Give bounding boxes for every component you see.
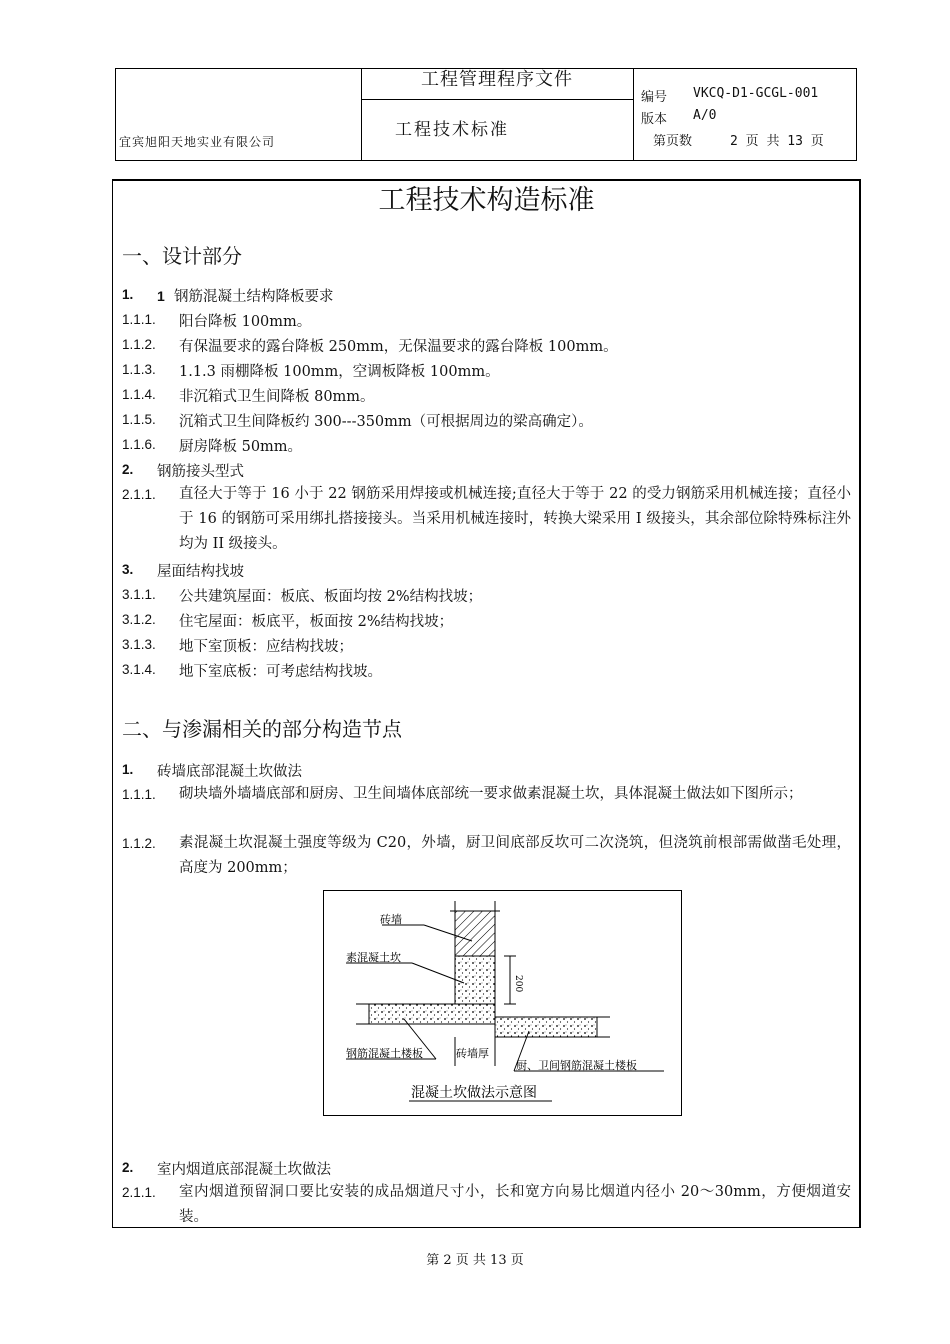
item-text: 非沉箱式卫生间降板 80mm。 xyxy=(179,389,375,405)
item-num: 1.1.4. xyxy=(122,387,156,402)
item-text: 屋面结构找坡 xyxy=(157,564,244,580)
item-num: 1.1.6. xyxy=(122,437,156,452)
item-num: 1.1.3. xyxy=(122,362,156,377)
item-num: 1.1.1. xyxy=(122,787,156,802)
item-text: 地下室底板：可考虑结构找坡。 xyxy=(179,664,382,680)
page-label: 第页数 xyxy=(653,134,693,149)
brick-wall-shape xyxy=(455,911,495,956)
document-header xyxy=(115,68,857,161)
item-text: 1 钢筋混凝土结构降板要求 xyxy=(157,288,334,305)
company-name: 宜宾旭阳天地实业有限公司 xyxy=(119,135,276,149)
item-text: 阳台降板 100mm。 xyxy=(179,314,312,330)
rc-slab-shape xyxy=(369,1004,495,1024)
doc-no-label: 编号 xyxy=(641,90,668,105)
item-text: 直径大于等于 16 小于 22 钢筋采用焊接或机械连接;直径大于等于 22 的受力钢筋采用机械连接；直径小于 16 的钢筋可采用绑扎搭接接头。当采用机械连接时，转换大梁采用 I 级接头，其余部位除特殊标注外均为 II 级接头。 xyxy=(179,486,851,552)
doc-no: VKCQ-D1-GCGL-001 xyxy=(693,86,819,101)
item-num: 1. xyxy=(122,762,134,777)
kitchen-slab-shape xyxy=(495,1017,597,1037)
item-text: 公共建筑屋面：板底、板面均按 2%结构找坡； xyxy=(179,589,483,605)
curb-diagram xyxy=(324,891,681,1115)
item-num: 2. xyxy=(122,462,134,477)
item-text: 厨房降板 50mm。 xyxy=(179,439,303,455)
item-num: 3. xyxy=(122,562,134,577)
item-num: 3.1.1. xyxy=(122,587,156,602)
section1-heading: 一、设计部分 xyxy=(122,244,242,268)
label-plain-concrete: 素混凝土坎 xyxy=(346,951,401,964)
page-footer: 第 2 页 共 13 页 xyxy=(426,1253,524,1268)
item-text: 有保温要求的露台降板 250mm，无保温要求的露台降板 100mm。 xyxy=(179,339,618,355)
item-num: 2.1.1. xyxy=(122,487,156,502)
item-num: 1.1.1. xyxy=(122,312,156,327)
item-num: 2. xyxy=(122,1160,134,1175)
item-text: 钢筋接头型式 xyxy=(157,464,244,480)
item-num: 1.1.2. xyxy=(122,836,156,851)
version-label: 版本 xyxy=(641,112,668,127)
item-num: 1. xyxy=(122,287,134,302)
item-text: 沉箱式卫生间降板约 300---350mm（可根据周边的梁高确定）。 xyxy=(179,414,593,430)
item-text: 1.1.3 雨棚降板 100mm，空调板降板 100mm。 xyxy=(179,364,500,380)
label-brick: 砖墙 xyxy=(380,913,402,926)
section2-heading: 二、与渗漏相关的部分构造节点 xyxy=(122,717,402,741)
item-num: 3.1.2. xyxy=(122,612,156,627)
item-num: 3.1.3. xyxy=(122,637,156,652)
company-cell xyxy=(116,69,362,160)
item-num: 3.1.4. xyxy=(122,662,156,677)
item-num: 2.1.1. xyxy=(122,1185,156,1200)
item-num: 1.1.2. xyxy=(122,337,156,352)
page-text: 2 页 共 13 页 xyxy=(730,134,824,149)
page-title: 工程技术构造标准 xyxy=(378,185,595,216)
label-wall-thickness: 砖墙厚 xyxy=(456,1047,489,1060)
label-rc-slab: 钢筋混凝土楼板 xyxy=(346,1047,423,1060)
item-text: 室内烟道预留洞口要比安装的成品烟道尺寸小，长和宽方向易比烟道内径小 20～30mm，方便烟道安装。 xyxy=(179,1184,851,1225)
item-text: 砖墙底部混凝土坎做法 xyxy=(157,764,302,780)
item-text: 砌块墙外墙墙底部和厨房、卫生间墙体底部统一要求做素混凝土坎，具体混凝土做法如下图所示； xyxy=(179,786,803,802)
item-text: 室内烟道底部混凝土坎做法 xyxy=(157,1162,331,1178)
doc-name: 工程技术标准 xyxy=(395,120,509,140)
concrete-curb-figure xyxy=(323,890,682,1116)
program-title: 工程管理程序文件 xyxy=(361,69,633,100)
version: A/0 xyxy=(693,108,717,123)
title-cell xyxy=(361,69,634,160)
concrete-curb-shape xyxy=(455,956,495,1004)
item-text: 素混凝土坎混凝土强度等级为 C20，外墙，厨卫间底部反坎可二次浇筑，但浇筑前根部需做凿毛处理，高度为 200mm； xyxy=(179,835,851,876)
figure-caption: 混凝土坎做法示意图 xyxy=(411,1085,537,1101)
label-height: 200 xyxy=(513,975,523,993)
item-num: 1.1.5. xyxy=(122,412,156,427)
label-kitchen-slab: 厨、卫间钢筋混凝土楼板 xyxy=(516,1059,637,1072)
item-text: 住宅屋面：板底平，板面按 2%结构找坡； xyxy=(179,614,454,630)
item-text: 地下室顶板：应结构找坡； xyxy=(179,639,353,655)
